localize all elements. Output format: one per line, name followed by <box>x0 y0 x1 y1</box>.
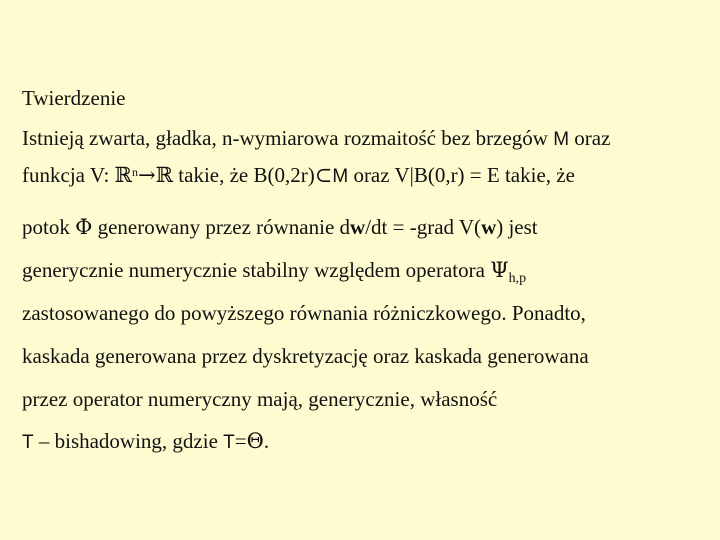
w-vector: w <box>481 215 497 239</box>
text-segment: potok <box>22 215 76 239</box>
theorem-line-2 <box>22 159 575 190</box>
text-segment: funkcja V: <box>22 163 115 187</box>
text-segment: Istnieją zwarta, gładka, n-wymiarowa rozmaitość bez brzegów <box>22 126 554 150</box>
manifold-symbol: M <box>332 166 349 187</box>
text-segment: oraz V|B(0,r) = E takie, że <box>348 163 575 187</box>
text-segment: ) jest <box>496 215 538 239</box>
theta-symbol: Θ <box>246 429 264 453</box>
text-segment: generowany przez równanie d <box>92 215 351 239</box>
text-segment: . <box>263 429 270 453</box>
text-segment: /dt = -grad V( <box>365 215 482 239</box>
theorem-line-8 <box>22 428 269 456</box>
dimension-superscript: n <box>131 165 138 179</box>
operator-subscript: h,p <box>508 271 527 286</box>
text-segment: takie, że B(0,2r) <box>173 163 315 187</box>
theorem-line-5: zastosowanego do powyższego równania różniczkowego. Ponadto, <box>22 301 586 325</box>
reals-symbol: ℝ <box>114 163 132 187</box>
equals-symbol: = <box>234 429 247 453</box>
w-vector: w <box>350 215 366 239</box>
theorem-line-7: przez operator numeryczny mają, generycznie, własność <box>22 387 498 411</box>
theorem-line-3 <box>22 214 538 240</box>
text-segment: oraz <box>569 126 611 150</box>
manifold-symbol: M <box>553 129 570 150</box>
slide-title: Twierdzenie <box>22 86 126 110</box>
theorem-line-4 <box>22 257 526 292</box>
phi-symbol: Φ <box>75 215 93 239</box>
text-segment: – bishadowing, gdzie <box>33 429 224 453</box>
t-symbol: T <box>22 432 34 453</box>
psi-symbol: Ψ <box>490 258 509 282</box>
theorem-line-1 <box>22 125 610 153</box>
text-segment: generycznie numerycznie stabilny względem operatora <box>22 258 491 282</box>
t-symbol: T <box>223 432 235 453</box>
arrow-symbol: → <box>137 163 156 187</box>
reals-symbol: ℝ <box>155 163 174 187</box>
subset-symbol: ⊂ <box>314 163 333 187</box>
theorem-line-6: kaskada generowana przez dyskretyzację oraz kaskada generowana <box>22 344 589 368</box>
